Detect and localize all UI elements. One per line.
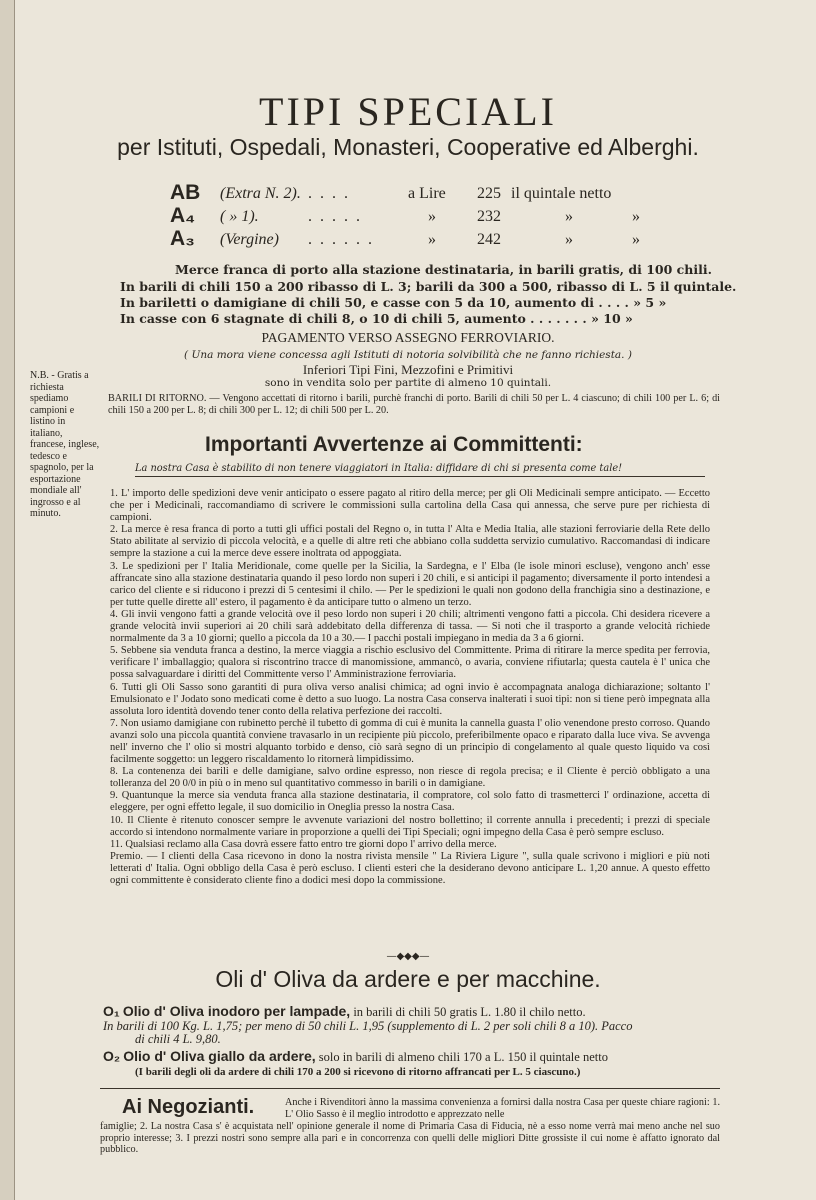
oil-o2-note: (I barili degli oli da ardere di chili 170 a 200 si ricevono di ritorno affrancati per L. 5 ciascuno.) [135,1066,581,1078]
oil-detail: in barili di chili 50 gratis L. 1.80 il chilo netto. [353,1005,586,1019]
price-desc: (Extra N. 2). [220,185,301,202]
payment-heading: PAGAMENTO VERSO ASSEGNO FERROVIARIO. [261,330,555,345]
ornament-divider: —◆◆◆— [386,951,430,962]
oil-o2 [103,1048,723,1065]
shipping-line: In casse con 6 stagnate di chili 8, o 10 di chili 5, aumento . . . . . . . » 10 » [120,311,633,326]
price-value: 232 [477,208,501,225]
binding-edge [0,0,15,1200]
clause: 6. Tutti gli Oli Sasso sono garantiti di pura oliva verso analisi chimica; ad ogni invio è accompagnata analoga dichiarazione; soltanto l' Emulsionato e l' Jodato sono medicati come è detto a suo luogo. La nostra Casa conserva inalterati i suoi tipi: non si tiene però impegnata alla assoluta loro identità dovendo tener conto della relativa perfezione dei raccolti. [110,681,710,717]
dealers-rule [100,1088,720,1089]
oil-o1-extra: In barili di 100 Kg. L. 1,75; per meno di 50 chili L. 1,95 (supplemento di L. 2 per soli chili 8 a 10). Pacco [103,1019,633,1033]
oil-code: O₁ [103,1003,120,1019]
oil-o1 [103,1003,723,1020]
price-ditto: » [565,231,573,248]
price-ditto: » [565,208,573,225]
inferior-types: Inferiori Tipi Fini, Mezzofini e Primitivi [302,362,514,377]
price-dots: . . . . . [308,208,362,225]
clause: 1. L' importo delle spedizioni deve venir anticipato o essere pagato al ritiro della merce; per gli Oli Medicinali sempre anticipato. — Eccetto che per i Medicinali, raccomandiamo di scrivere le commissioni sulla cartolina della Casa qui annessa, che serve pure per richiesta di campioni. [110,488,710,524]
price-ditto: » [632,231,640,248]
price-code: A₄ [170,204,196,227]
clause: 11. Qualsiasi reclamo alla Casa dovrà essere fatto entro tre giorni dopo l' arrivo della merce. [110,838,497,850]
warnings-title: Importanti Avvertenze ai Committenti: [205,433,583,456]
oil-name: Olio d' Oliva giallo da ardere, [123,1048,316,1064]
oil-code: O₂ [103,1048,121,1064]
warnings-subtitle: La nostra Casa è stabilito di non tenere viaggiatori in Italia: diffidare di chi si presenta come tale! [135,463,623,474]
shipping-line: Merce franca di porto alla stazione destinataria, in barili gratis, di 100 chili. [175,262,712,277]
clause: 7. Non usiamo damigiane con rubinetto perchè il tubetto di gomma di cui è munita la cannella guasta l' olio venendone presto corroso. Quando avanzi solo una piccola quantità conviene travasarlo in un recipiente più piccolo, preferibilmente opaco e riparato dalla luce viva. Se avvenga nell' inverno che l' olio si mostri alquanto torbido e denso, ciò sarà segno di un principio di congelamento al quale questo liquido va così facilmente soggetto: un leggero riscaldamento lo ritornerà limpidissimo. [110,717,710,766]
price-row [170,204,690,230]
inferior-types-note: sono in vendita solo per partite di almeno 10 quintali. [264,377,552,389]
price-lead: » [428,208,436,225]
price-ditto: » [632,208,640,225]
page-title: TIPI SPECIALI [259,89,557,134]
sidenote: N.B. - Gratis a richiesta spediamo campioni e listino in italiano, francese, inglese, tedesco e spagnolo, per la esportazione mondiale all' ingrosso e al minuto. [30,370,100,519]
clause: 10. Il Cliente è ritenuto conoscer sempre le avvenute variazioni del nostro bollettino; il corrente annulla i precedenti; i prezzi di speciale accordo si intendono normalmente variare in proporzione a quelli dei Tipi Speciali; ogni impegno della Casa è però sempre escluso. [110,814,710,838]
dealers-text: Anche i Rivenditori ànno la massima convenienza a fornirsi dalla nostra Casa per queste chiare ragioni: 1. L' Olio Sasso è il meglio introdotto e apprezzato nelle [285,1097,720,1120]
clauses-block [110,488,710,887]
oils-title: Oli d' Oliva da ardere e per macchine. [215,966,601,992]
price-desc: ( » 1). [220,208,259,225]
price-row [170,227,690,253]
price-row [170,181,690,207]
price-dots: . . . . [308,185,350,202]
oil-o1-extra: di chili 4 L. 9,80. [135,1032,221,1046]
page-subtitle: per Istituti, Ospedali, Monasteri, Cooperative ed Alberghi. [117,134,699,160]
price-dots: . . . . . . [308,231,374,248]
price-code: AB [170,181,201,204]
oil-name: Olio d' Oliva inodoro per lampade, [122,1003,351,1019]
clause: 9. Quantunque la merce sia venduta franca alla stazione destinataria, il compratore, col solo fatto di trasmetterci l' ordinazione, accetta di eleggere, per ogni effetto legale, il suo domicilio in Oneglia presso la nostra Casa. [110,790,710,814]
price-code: A₃ [170,227,195,250]
oil-detail: solo in barili di almeno chili 170 a L. 150 il quintale netto [318,1050,608,1064]
clause: 5. Sebbene sia venduta franca a destino, la merce viaggia a rischio esclusivo del Committente. Prima di ritirare la merce spedita per ferrovia, verificare l' imballaggio; qualora si riscontrino tracce di manomissione, ammancò, o avaria, conviene rifiutarla; questa cautela è l' unica che possa salvaguardare i diritti del Committente verso l' Amministrazione ferroviaria. [110,645,710,681]
price-tail: il quintale netto [511,185,612,202]
payment-note: ( Una mora viene concessa agli Istituti di notoria solvibilità che ne fanno richiesta. ) [184,349,632,361]
clause: 2. La merce è resa franca di porto a tutti gli uffici postali del Regno o, in tutta l' Alta e Media Italia, alle stazioni ferroviarie della Rete dello Stato abilitate al servizio di piccola velocità, e a quelle di altre reti che abbiano colla suddetta servizio cumulativo. Raccomandasi di indicare sempre la stazione a cui la merce deve essere inoltrata od appoggiata. [110,524,710,560]
price-value: 242 [477,231,501,248]
clause: 4. Gli invii vengono fatti a grande velocità ove il peso lordo non superi i 20 chili; altrimenti vengono fatti a piccola. Chi desidera ricevere a grande velocità invii superiori ai 20 chili sarà addebitato della differenza di tassa. — Si noti che il trasporto a grande velocità richiede normalmente da 3 a 10 giorni; quello a piccola da 10 a 30.— I pacchi postali impiegano in media da 3 a 6 giorni. [110,608,710,645]
price-desc: (Vergine) [220,231,279,248]
shipping-line: In bariletti o damigiane di chili 50, e casse con 5 da 10, aumento di . . . . » 5 » [120,295,667,310]
price-lead: a Lire [408,185,446,202]
price-value: 225 [477,185,501,202]
clause: 3. Le spedizioni per l' Italia Meridionale, come quelle per la Sicilia, la Sardegna, e l' Elba (le isole minori escluse), vengono anch' esse affrancate sino alla stazione destinataria quando il peso lordo non superi i 20 chili, e si anticipi il pagamento; diversamente il porto intendesi a carico del cliente e si riducono i prezzi di 5 centesimi il chilo. — Per le spedizioni le quali non godono della franchigia sino a destinazione, e per tutte quelle dirette all' estero, il pagamento è da anticipare tutto o almeno un terzo. [110,560,710,608]
price-lead: » [428,231,436,248]
clause: Premio. — I clienti della Casa ricevono in dono la nostra rivista mensile " La Riviera Ligure ", sulla quale scrivono i migliori e più noti letterati d' Italia. Ogni obbligo della Casa è però escluso. I clienti esteri che la desiderano devono anticipare L. 1,20 annue. A questo effetto ogni committente è considerato cliente fino a dodici mesi dopo la commissione. [110,850,710,886]
dealers-text: famiglie; 2. La nostra Casa s' è acquistata nell' opinione generale il nome di Primaria Casa di Fiducia, nè a esso nome verrà mai meno anche nel suo proprio interesse; 3. I prezzi nostri sono sempre alla pari e in concorrenza con quelli delle migliori Ditte grossiste il cui nome è affatto ignorato dal pubblico. [100,1121,720,1156]
shipping-line: In barili di chili 150 a 200 ribasso di L. 3; barili da 300 a 500, ribasso di L. 5 il quintale. [120,279,737,294]
dealers-title: Ai Negozianti. [122,1096,255,1118]
clause: 8. La contenenza dei barili e delle damigiane, salvo ordine espresso, non riesce di regola precisa; e il Cliente è perciò obbligato a una tolleranza del 20 0/0 in più o in meno sul quantitativo commesso in barili o in damigiane. [110,766,710,790]
warnings-rule [135,476,705,477]
returned-barrels: BARILI DI RITORNO. — Vengono accettati di ritorno i barili, purchè franchi di porto. Barili di chili 50 per L. 4 ciascuno; di chili 100 per L. 6; di chili 150 a 200 per L. 8; di chili 300 per L. 12; di chili 500 per L. 20. [108,393,720,416]
